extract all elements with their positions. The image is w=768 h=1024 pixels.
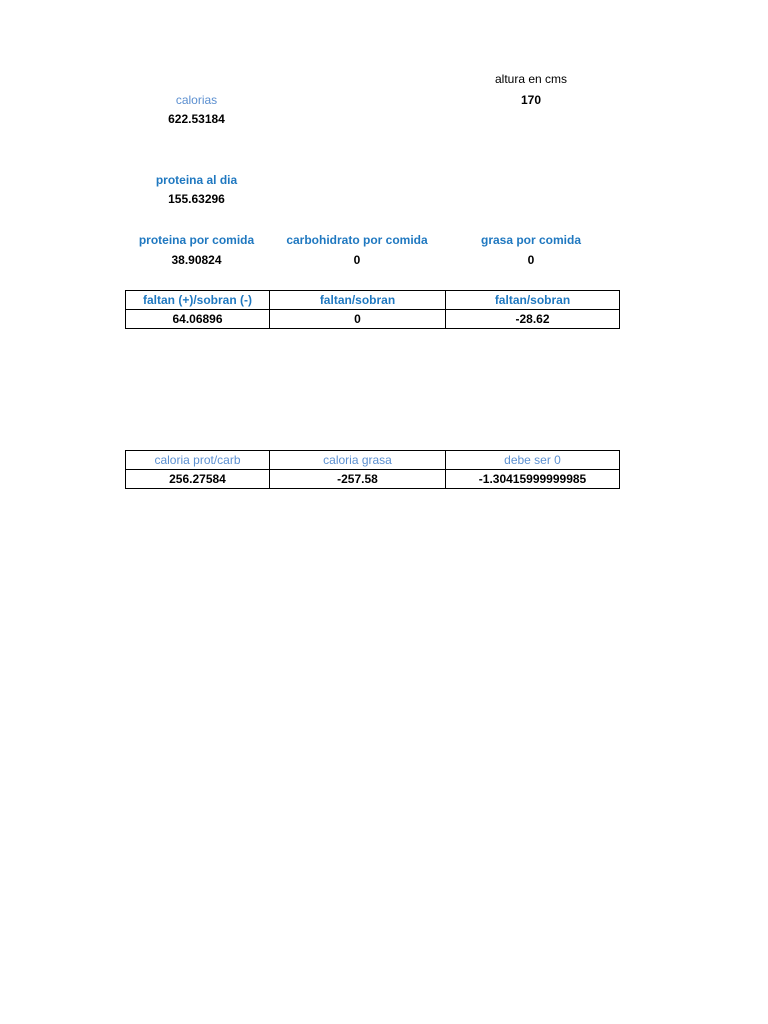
carbohidrato-comida-value: 0 <box>353 253 361 267</box>
table-cell: -257.58 <box>270 470 446 489</box>
grasa-comida-value: 0 <box>527 253 535 267</box>
table-header-cell: faltan/sobran <box>446 291 620 310</box>
table-header-row <box>126 451 620 470</box>
faltan-sobran-table <box>125 290 620 329</box>
table-header-cell: caloria grasa <box>270 451 446 470</box>
altura-label: altura en cms <box>494 72 568 86</box>
altura-value: 170 <box>520 93 542 107</box>
table-header-cell: faltan (+)/sobran (-) <box>126 291 270 310</box>
caloria-check-table <box>125 450 620 489</box>
table-cell: 256.27584 <box>126 470 270 489</box>
table-header-cell: debe ser 0 <box>446 451 620 470</box>
table-header-cell: caloria prot/carb <box>126 451 270 470</box>
table-cell: 0 <box>270 310 446 329</box>
grasa-comida-label: grasa por comida <box>480 233 582 247</box>
table-row <box>126 310 620 329</box>
table-header-row <box>126 291 620 310</box>
table-row <box>126 470 620 489</box>
proteina-comida-value: 38.90824 <box>171 253 222 267</box>
proteina-dia-value: 155.63296 <box>168 192 225 206</box>
calorias-value: 622.53184 <box>168 112 225 126</box>
table-cell: -1.30415999999985 <box>446 470 620 489</box>
calorias-label: calorias <box>175 93 218 107</box>
table-header-cell: faltan/sobran <box>270 291 446 310</box>
carbohidrato-comida-label: carbohidrato por comida <box>286 233 428 247</box>
proteina-dia-label: proteina al dia <box>155 173 238 187</box>
table-cell: 64.06896 <box>126 310 270 329</box>
proteina-comida-label: proteina por comida <box>138 233 255 247</box>
table-cell: -28.62 <box>446 310 620 329</box>
